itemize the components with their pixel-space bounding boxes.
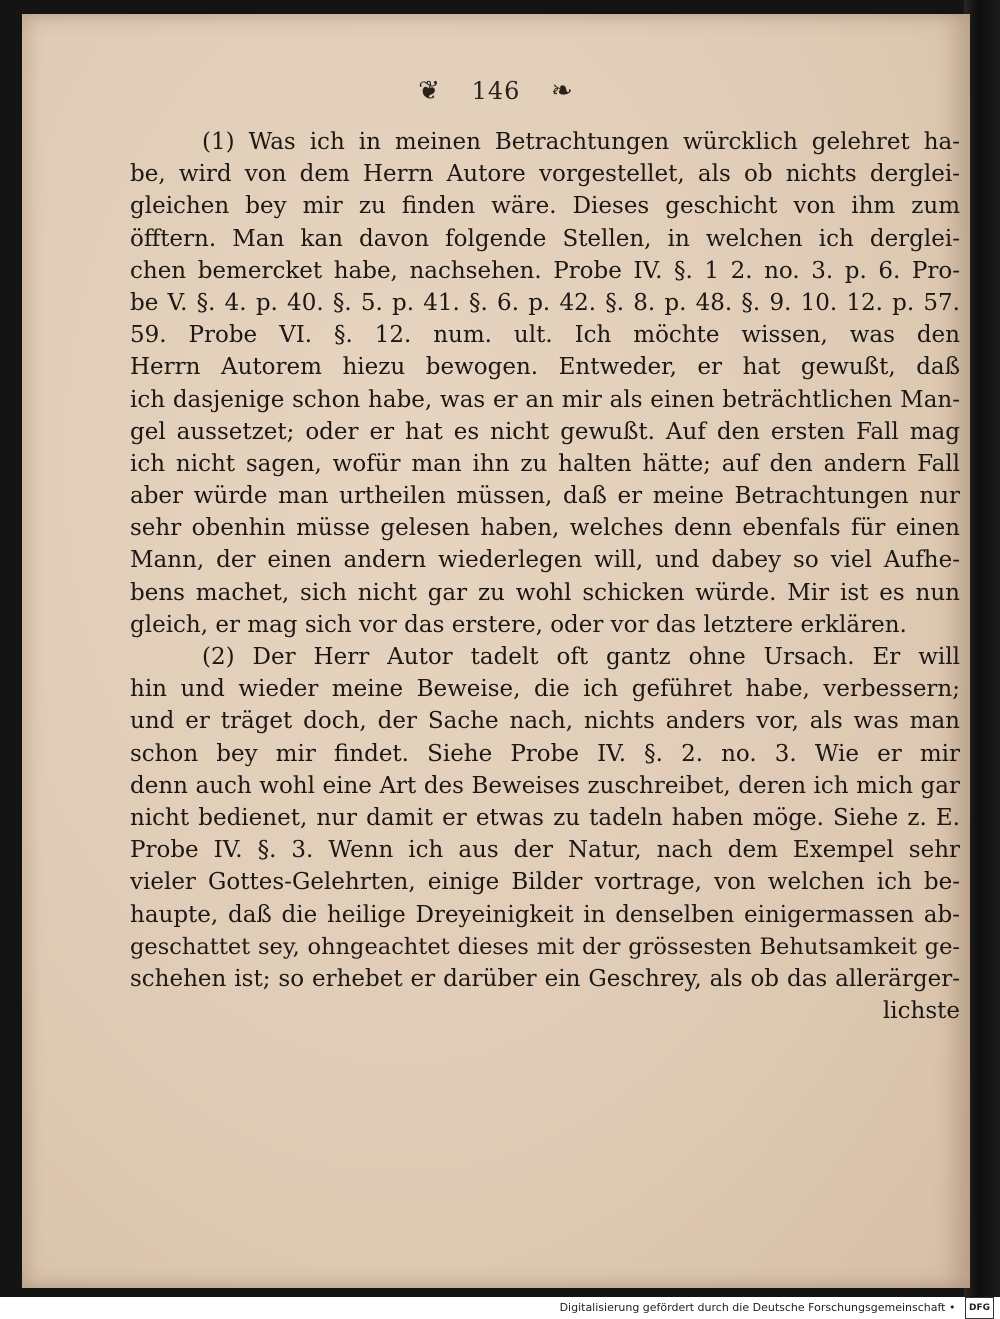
- text-line: sehr obenhin müsse gelesen haben, welches denn ebenfals für einen: [130, 515, 960, 542]
- text-line: ich dasjenige schon habe, was er an mir als einen beträchtlichen Man-: [130, 386, 960, 413]
- text-line: nicht bedienet, nur damit er etwas zu tadeln haben möge. Siehe z. E.: [130, 804, 960, 831]
- text-line: (1) Was ich in meinen Betrachtungen würcklich gelehret ha-: [202, 129, 960, 155]
- text-line: gleichen bey mir zu finden wäre. Dieses geschicht von ihm zum: [130, 193, 960, 220]
- text-line: be, wird von dem Herrn Autore vorgestellet, als ob nichts derglei-: [130, 161, 960, 188]
- text-line: schon bey mir findet. Siehe Probe IV. §. 2. no. 3. Wie er mir: [130, 740, 960, 767]
- text-line: gleich, er mag sich vor das erstere, oder vor das letztere erklären.: [130, 611, 907, 638]
- text-line: Probe IV. §. 3. Wenn ich aus der Natur, nach dem Exempel sehr: [130, 837, 960, 864]
- text-line: vieler Gottes-Gelehrten, einige Bilder vortrage, von welchen ich be-: [130, 869, 960, 896]
- book-page: [22, 14, 970, 1288]
- text-line: chen bemercket habe, nachsehen. Probe IV. §. 1 2. no. 3. p. 6. Pro-: [130, 257, 960, 284]
- text-line: haupte, daß die heilige Dreyeinigkeit in denselben einigermassen ab-: [130, 901, 960, 928]
- text-line: schehen ist; so erhebet er darüber ein Geschrey, als ob das allerärger-: [130, 965, 960, 992]
- text-line: aber würde man urtheilen müssen, daß er meine Betrachtungen nur: [130, 483, 960, 510]
- digitization-footer: [0, 1297, 1000, 1317]
- text-line: Herrn Autorem hiezu bewogen. Entweder, er hat gewußt, daß: [130, 354, 960, 381]
- catchword: lichste: [882, 998, 960, 1025]
- text-line: 59. Probe VI. §. 12. num. ult. Ich möchte wissen, was den: [130, 322, 960, 349]
- text-line: Mann, der einen andern wiederlegen will, und dabey so viel Aufhe-: [130, 547, 960, 574]
- text-line: denn auch wohl eine Art des Beweises zuschreibet, deren ich mich gar: [130, 772, 960, 799]
- text-line: bens machet, sich nicht gar zu wohl schicken würde. Mir ist es nun: [130, 579, 960, 606]
- text-line: ich nicht sagen, wofür man ihn zu halten hätte; auf den andern Fall: [130, 450, 960, 477]
- text-line: be V. §. 4. p. 40. §. 5. p. 41. §. 6. p. 42. §. 8. p. 48. §. 9. 10. 12. p. 57.: [130, 289, 960, 316]
- text-line: öfftern. Man kan davon folgende Stellen, in welchen ich derglei-: [130, 225, 960, 252]
- text-line: gel aussetzet; oder er hat es nicht gewußt. Auf den ersten Fall mag: [130, 418, 960, 445]
- text-line: und er träget doch, der Sache nach, nichts anders vor, als was man: [130, 708, 960, 735]
- ornament-right-icon: ❧: [551, 76, 574, 106]
- page-header: [22, 76, 970, 106]
- page-body: [130, 126, 960, 1027]
- text-line: hin und wieder meine Beweise, die ich geführet habe, verbessern;: [130, 676, 960, 703]
- page-number: 146: [471, 77, 521, 105]
- text-line: (2) Der Herr Autor tadelt oft gantz ohne Ursach. Er will: [202, 644, 960, 670]
- ornament-left-icon: ❦: [418, 76, 441, 106]
- dfg-logo: DFG: [965, 1297, 994, 1319]
- footer-credit: Digitalisierung gefördert durch die Deutsche Forschungsgemeinschaft •: [559, 1301, 956, 1314]
- text-line: geschattet sey, ohngeachtet dieses mit der grössesten Behutsamkeit ge-: [130, 933, 960, 960]
